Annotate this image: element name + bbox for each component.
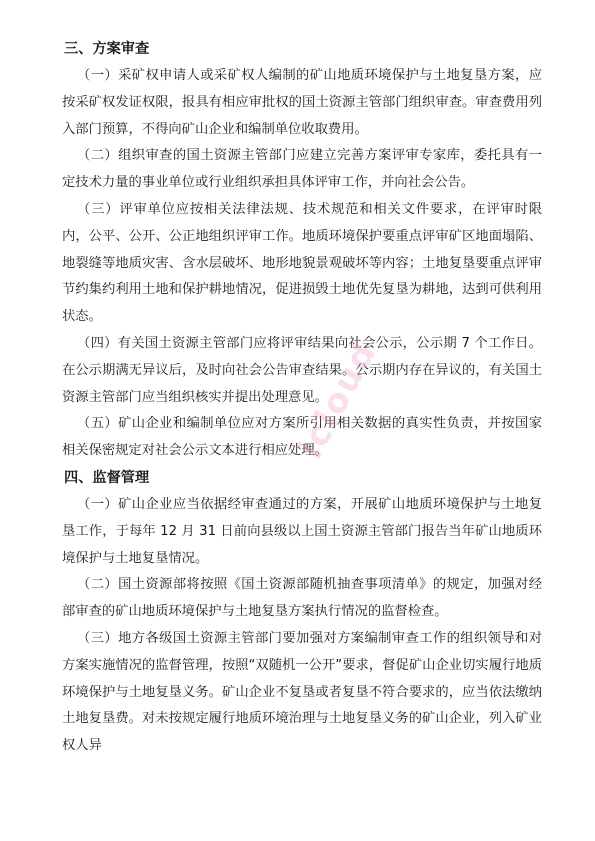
paragraph: （四）有关国土资源主管部门应将评审结果向社会公示，公示期 7 个工作日。在公示期满无异议后，及时向社会公告审查结果。公示期内存在异议的，有关国土资源主管部门应当组织核实并提出处理意见。: [62, 335, 542, 405]
paragraph: （二）组织审查的国土资源主管部门应建立完善方案评审专家库，委托具有一定技术力量的事业单位或行业组织承担具体评审工作，并向社会公告。: [62, 148, 542, 191]
paragraph: （二）国土资源部将按照《国土资源部随机抽查事项清单》的规定，加强对经部审查的矿山地质环境保护与土地复垦方案执行情况的监督检查。: [62, 577, 542, 620]
paragraph: （三）评审单位应按相关法律法规、技术规范和相关文件要求，在评审时限内，公平、公开、公正地组织评审工作。地质环境保护要重点评审矿区地面塌陷、地裂缝等地质灾害、含水层破坏、地形地貌景观破坏等内容；土地复垦要重点评审节约集约利用土地和保护耕地情况，促进损毁土地优先复垦为耕地，达到可供利用状态。: [62, 201, 542, 325]
section-heading-review: 三、方案审查: [64, 41, 150, 57]
watermark-logo: icloud: [290, 334, 386, 466]
document-body: [62, 36, 542, 760]
section-heading-supervision: 四、监督管理: [64, 469, 150, 486]
paragraph: （一）矿山企业应当依据经审查通过的方案，开展矿山地质环境保护与土地复垦工作，于每年 12 月 31 日前向县级以上国土资源主管部门报告当年矿山地质环境保护与土地复垦情况。: [62, 496, 542, 566]
paragraph: （五）矿山企业和编制单位应对方案所引用相关数据的真实性负责，并按国家相关保密规定对社会公示文本进行相应处理。: [62, 416, 542, 459]
paragraph: （三）地方各级国土资源主管部门要加强对方案编制审查工作的组织领导和对方案实施情况的监督管理，按照“双随机一公开”要求，督促矿山企业切实履行地质环境保护与土地复垦义务。矿山企业不复垦或者复垦不符合要求的，应当依法缴纳土地复垦费。对未按规定履行地质环境治理与土地复垦义务的矿山企业，列入矿业权人异: [62, 630, 542, 754]
paragraph: （一）采矿权申请人或采矿权人编制的矿山地质环境保护与土地复垦方案，应按采矿权发证权限，报具有相应审批权的国土资源主管部门组织审查。审查费用列入部门预算，不得向矿山企业和编制单位收取费用。: [62, 68, 542, 137]
